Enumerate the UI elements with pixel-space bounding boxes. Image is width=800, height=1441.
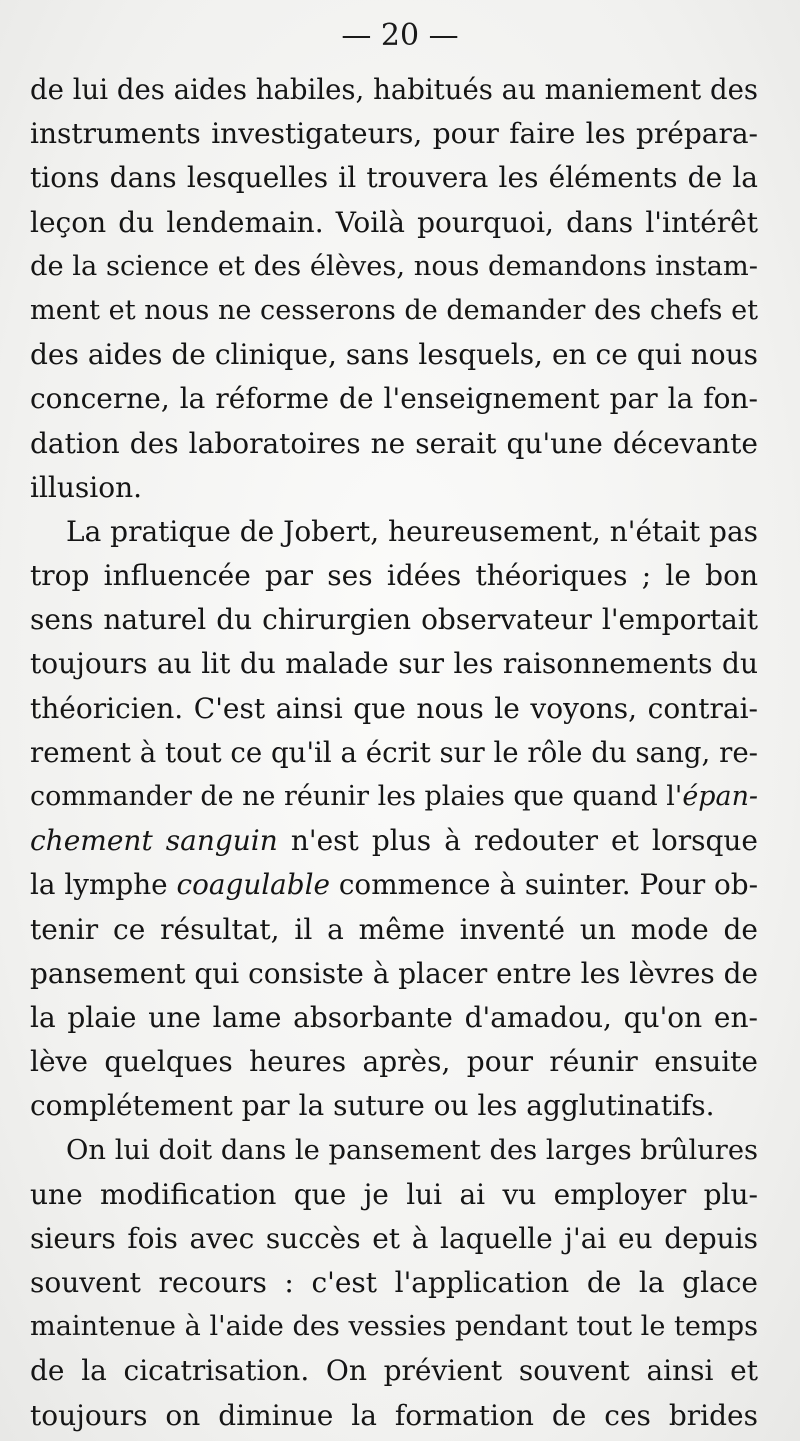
text-segment: commander de ne réunir les plaies que quand l' — [30, 781, 683, 812]
text-line: sens naturel du chirurgien observateur l'emportait — [30, 603, 758, 637]
text-segment: n'est plus à redouter et lorsque — [277, 824, 758, 858]
text-line: de la science et des élèves, nous demandons instam- — [30, 250, 758, 282]
text-line: de la cicatrisation. On prévient souvent ainsi et — [30, 1354, 758, 1388]
text-segment: commence à suinter. Pour ob- — [329, 868, 758, 902]
text-line: dation des laboratoires ne serait qu'une décevante — [30, 426, 758, 460]
text-line: ment et nous ne cesserons de demander des chefs et — [30, 294, 758, 326]
text-line: sieurs fois avec succès et à laquelle j'ai eu depuis — [30, 1221, 758, 1255]
text-line: souvent recours : c'est l'application de la glace — [30, 1266, 758, 1300]
italic-term: coagulable — [176, 868, 330, 902]
text-line: des aides de clinique, sans lesquels, en ce qui nous — [30, 338, 758, 372]
text-line-mixed — [30, 863, 758, 907]
text-line: pansement qui consiste à placer entre les lèvres de — [30, 956, 758, 990]
text-line: toujours au lit du malade sur les raisonnements du — [30, 647, 758, 681]
text-line: La pratique de Jobert, heureusement, n'était pas — [66, 514, 758, 548]
text-line: leçon du lendemain. Voilà pourquoi, dans l'intérêt — [30, 205, 758, 239]
text-line: toujours on diminue la formation de ces brides — [30, 1398, 758, 1432]
text-line: maintenue à l'aide des vessies pendant tout le temps — [30, 1311, 758, 1343]
text-line: tions dans lesquelles il trouvera les éléments de la — [30, 161, 758, 195]
text-line: une modification que je lui ai vu employer plu- — [30, 1177, 758, 1211]
text-line: de lui des aides habiles, habitués au maniement des — [30, 74, 758, 106]
text-line-mixed — [30, 775, 758, 819]
text-line: la plaie une lame absorbante d'amadou, qu'on en- — [30, 1000, 758, 1034]
text-line: complétement par la suture ou les agglutinatifs. — [30, 1089, 715, 1123]
body-text — [30, 68, 758, 1438]
page-number: — 20 — — [341, 18, 459, 53]
text-line: instruments investigateurs, pour faire les prépara- — [30, 117, 758, 151]
text-line: illusion. — [30, 470, 143, 504]
text-line: théoricien. C'est ainsi que nous le voyons, contrai- — [30, 691, 758, 725]
text-line: On lui doit dans le pansement des larges brûlures — [66, 1134, 758, 1166]
italic-term: épan- — [682, 781, 758, 812]
text-segment: la lymphe — [30, 868, 177, 902]
text-line: rement à tout ce qu'il a écrit sur le rôle du sang, re- — [30, 735, 758, 769]
text-line: concerne, la réforme de l'enseignement par la fon- — [30, 382, 758, 416]
text-line: lève quelques heures après, pour réunir ensuite — [30, 1045, 758, 1079]
text-line-mixed — [30, 819, 758, 863]
text-line: trop influencée par ses idées théoriques ; le bon — [30, 559, 758, 593]
italic-term: chement sanguin — [30, 824, 278, 858]
text-line: tenir ce résultat, il a même inventé un mode de — [30, 912, 758, 946]
